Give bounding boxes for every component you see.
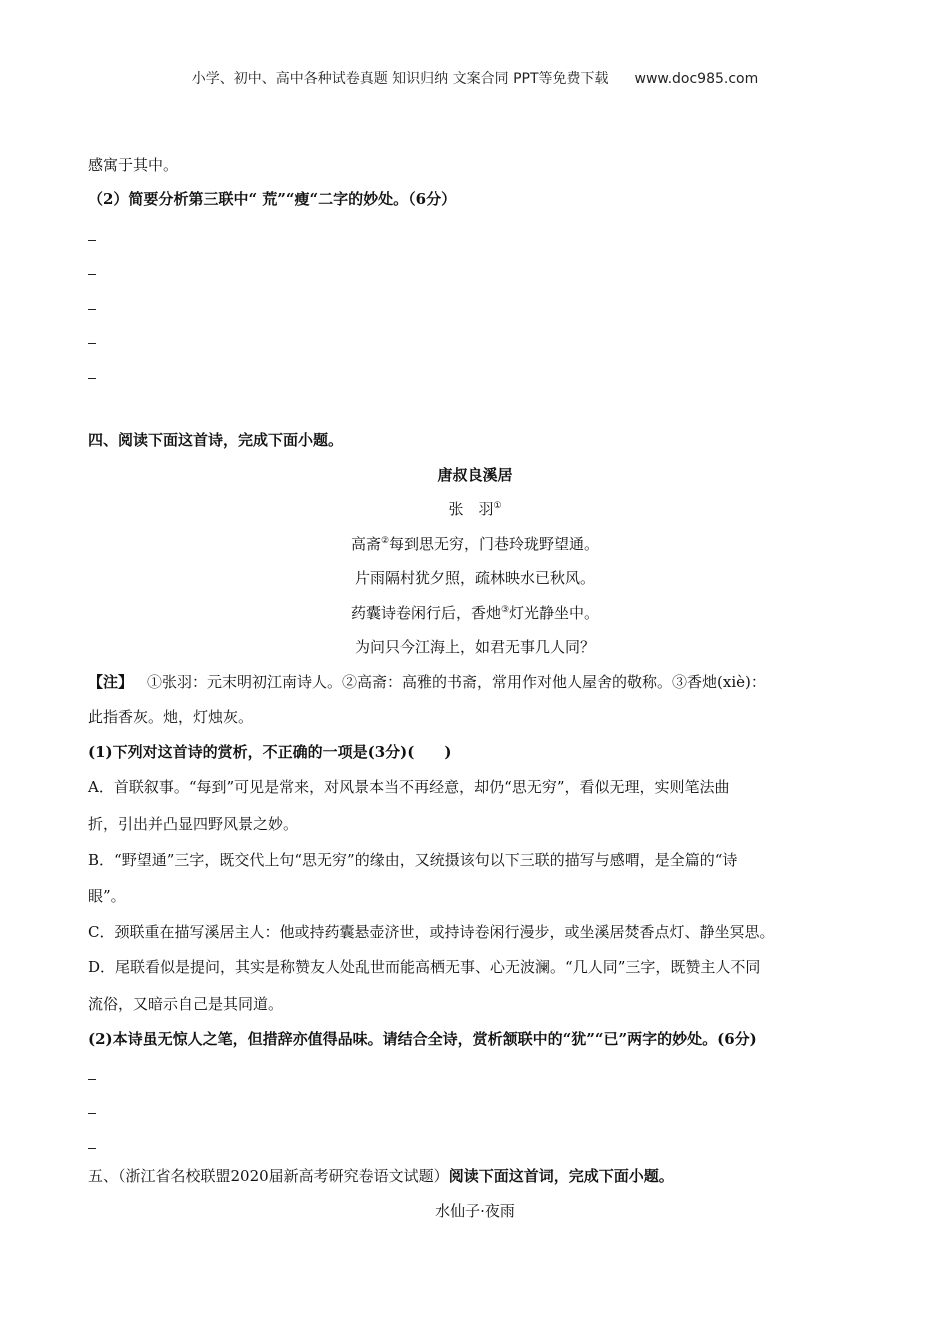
poem-line-note: ③ xyxy=(500,605,510,615)
poem-line-text: 为问只今江海上，如君无事几人同？ xyxy=(354,638,595,656)
poem-line-note: ② xyxy=(380,536,390,546)
section5-heading xyxy=(88,1166,674,1186)
answer-line[interactable] xyxy=(88,378,96,379)
option-b-cont: 眼”。 xyxy=(88,887,126,905)
note-label: 【注】 xyxy=(88,673,134,691)
answer-line[interactable] xyxy=(88,343,96,344)
poem-line-text: 灯光静坐中。 xyxy=(509,604,600,622)
section4-heading xyxy=(88,430,343,450)
section4-heading-text: 四、阅读下面这首诗，完成下面小题。 xyxy=(88,431,344,449)
option-d-cont: 流俗，又暗示自己是其同道。 xyxy=(88,995,284,1013)
poem-line-text: 片雨隔村犹夕照，疏林映水已秋风。 xyxy=(354,569,595,587)
option-b: B．“野望通”三字，既交代上句“思无穷”的缘由，又统摄该句以下三联的描写与感喟，是全篇的“诗 xyxy=(88,851,738,869)
answer-line[interactable] xyxy=(88,1113,96,1114)
page-header xyxy=(0,68,950,88)
poem-line-text: 高斋 xyxy=(350,535,381,553)
question-2: (2)本诗虽无惊人之笔，但措辞亦值得品味。请结合全诗，赏析颔联中的“犹”“已”两字的妙处。(6分) xyxy=(88,1030,757,1048)
answer-line[interactable] xyxy=(88,309,96,310)
poem-line xyxy=(0,637,950,657)
note-text: ①张羽：元末明初江南诗人。②高斋：高雅的书斋，常用作对他人屋舍的敬称。③香灺(xiè)： xyxy=(147,673,766,691)
answer-line[interactable] xyxy=(88,1148,96,1149)
question-1: (1)下列对这首诗的赏析，不正确的一项是(3分)( ) xyxy=(88,743,452,761)
answer-line[interactable] xyxy=(88,274,96,275)
poem-author-name: 张 羽 xyxy=(448,500,494,518)
poem-author xyxy=(0,499,950,519)
poem-notes xyxy=(88,672,766,692)
prev-answer-tail: 感寓于其中。 xyxy=(88,156,179,174)
poem-title: 唐叔良溪居 xyxy=(437,466,513,484)
option-a-cont: 折，引出并凸显四野风景之妙。 xyxy=(88,815,299,833)
option-d: D．尾联看似是提问，其实是称赞友人处乱世而能高栖无事、心无波澜。“几人同”三字，既赞主人不同 xyxy=(88,958,761,976)
section5-source: 五、（浙江省名校联盟2020届新高考研究卷语文试题） xyxy=(88,1167,449,1185)
option-c: C．颈联重在描写溪居主人：他或持药囊悬壶济世，或持诗卷闲行漫步，或坐溪居焚香点灯、静坐冥思。 xyxy=(88,923,775,941)
poem-line xyxy=(0,603,950,623)
section5-heading-text: 阅读下面这首词，完成下面小题。 xyxy=(448,1167,674,1185)
header-text: 小学、初中、高中各种试卷真题 知识归纳 文案合同 PPT等免费下载 xyxy=(191,71,609,87)
poem-line xyxy=(0,568,950,588)
answer-line[interactable] xyxy=(88,1079,96,1080)
ci-title: 水仙子·夜雨 xyxy=(435,1202,515,1220)
prev-question-2: （2）简要分析第三联中“ 荒”“瘦“二字的妙处。（6分） xyxy=(88,190,457,208)
option-a: A．首联叙事。“每到”可见是常来，对风景本当不再经意，却仍“思无穷”，看似无理，实则笔法曲 xyxy=(88,778,730,796)
poem-line xyxy=(0,534,950,554)
answer-line[interactable] xyxy=(88,240,96,241)
poem-line-text: 每到思无穷，门巷玲珑野望通。 xyxy=(389,535,600,553)
poem-author-note: ① xyxy=(493,501,502,511)
header-site-link[interactable]: www.doc985.com xyxy=(634,71,759,87)
note-continuation: 此指香灰。灺，灯烛灰。 xyxy=(88,708,254,726)
poem-line-text: 药囊诗卷闲行后，香灺 xyxy=(350,604,501,622)
